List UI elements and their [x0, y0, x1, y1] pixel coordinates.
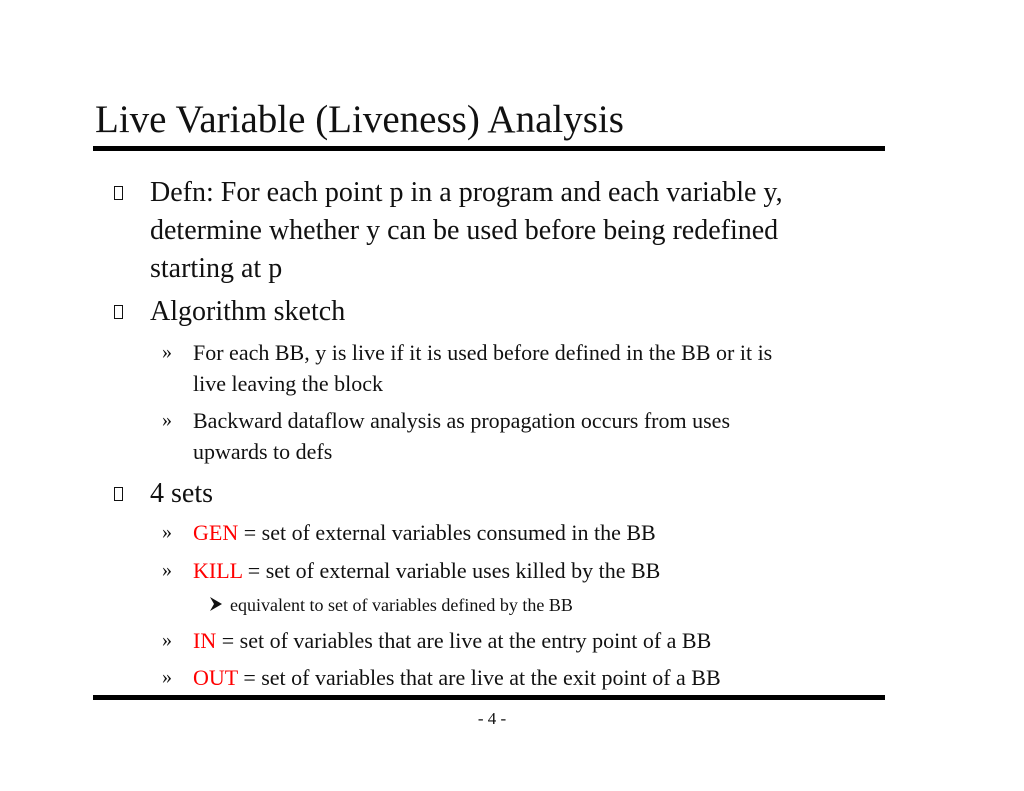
gen-term: GEN [193, 520, 239, 545]
out-text: = set of variables that are live at the exit point of a BB [237, 665, 721, 690]
double-chevron-icon: » [162, 521, 172, 543]
title-rule [93, 146, 885, 151]
out-term: OUT [193, 665, 238, 690]
square-bullet-icon [114, 487, 123, 501]
in-definition [193, 625, 711, 656]
slide-title: Live Variable (Liveness) Analysis [95, 98, 624, 141]
algorithm-heading: Algorithm sketch [150, 296, 346, 327]
double-chevron-icon: » [162, 341, 172, 363]
defn-line-3: starting at p [150, 253, 283, 284]
square-bullet-icon [114, 305, 123, 319]
double-chevron-icon: » [162, 409, 172, 431]
kill-sub-item: equivalent to set of variables defined by the BB [230, 595, 573, 615]
double-chevron-icon: » [162, 629, 172, 651]
double-chevron-icon: » [162, 666, 172, 688]
square-bullet-icon [114, 186, 123, 200]
algorithm-item-1-line-1: For each BB, y is live if it is used before defined in the BB or it is [193, 340, 773, 365]
out-definition [193, 662, 721, 693]
double-chevron-icon: » [162, 559, 172, 581]
arrowhead-bullet-icon [208, 596, 224, 612]
defn-line-1: Defn: For each point p in a program and each variable y, [150, 177, 783, 208]
page-number: - 4 - [477, 709, 507, 728]
in-term: IN [193, 628, 217, 653]
sets-heading: 4 sets [150, 478, 213, 509]
in-text: = set of variables that are live at the entry point of a BB [216, 628, 712, 653]
kill-definition [193, 555, 660, 586]
defn-line-2: determine whether y can be used before being redefined [150, 215, 779, 246]
footer-rule [93, 695, 885, 700]
kill-text: = set of external variable uses killed by the BB [242, 558, 661, 583]
gen-text: = set of external variables consumed in the BB [238, 520, 656, 545]
algorithm-item-1-line-2: live leaving the block [193, 371, 383, 396]
algorithm-item-2-line-2: upwards to defs [193, 439, 333, 464]
algorithm-item-2-line-1: Backward dataflow analysis as propagation occurs from uses [193, 408, 731, 433]
kill-term: KILL [193, 558, 243, 583]
gen-definition [193, 517, 656, 548]
